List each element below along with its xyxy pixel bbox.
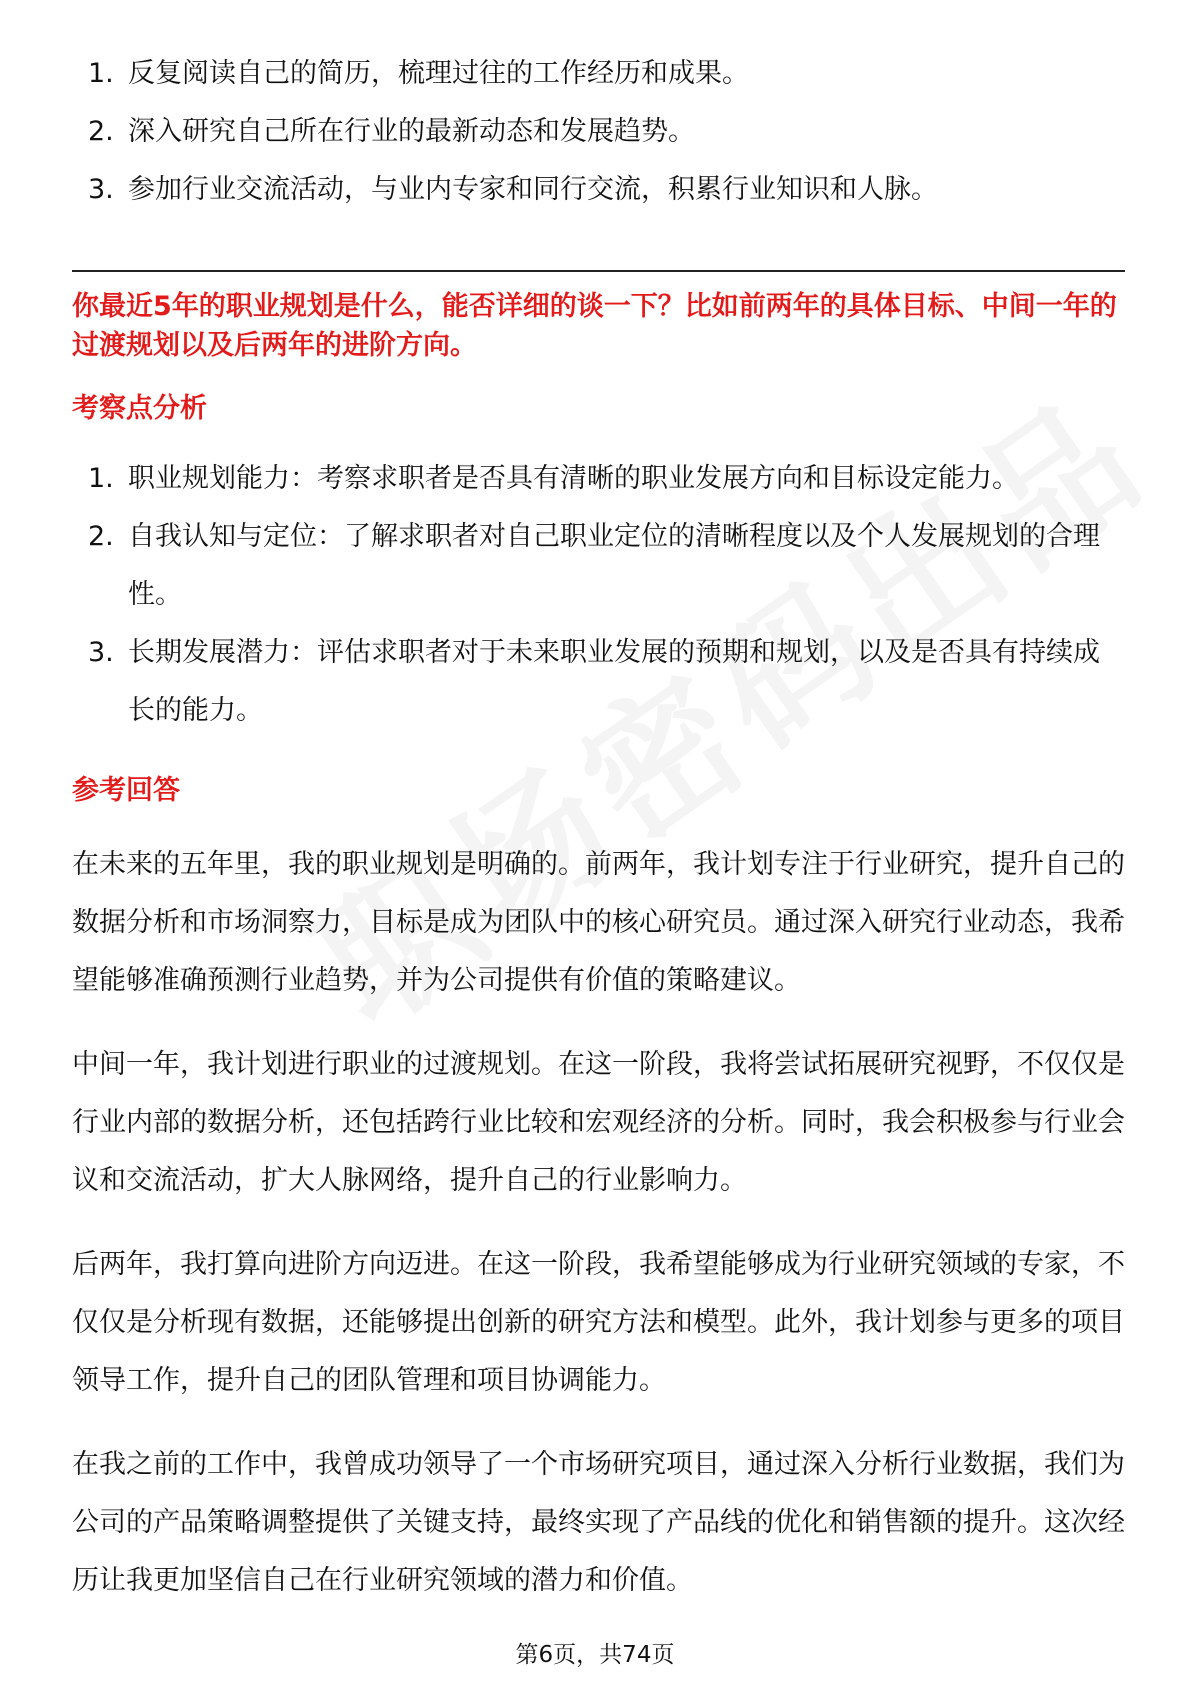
answer-paragraph: 中间一年，我计划进行职业的过渡规划。在这一阶段，我将尝试拓展研究视野，不仅仅是行业内部的数据分析，还包括跨行业比较和宏观经济的分析。同时，我会积极参与行业会议和交流活动，扩大人脉网络，提升自己的行业影响力。 <box>72 1049 1125 1196</box>
list-item-number: 1. <box>88 58 114 89</box>
answer-paragraph: 在我之前的工作中，我曾成功领导了一个市场研究项目，通过深入分析行业数据，我们为公司的产品策略调整提供了关键支持，最终实现了产品线的优化和销售额的提升。这次经历让我更加坚信自己在行业研究领域的潜力和价值。 <box>72 1449 1125 1596</box>
list-item-text: 反复阅读自己的简历，梳理过往的工作经历和成果。 <box>128 58 749 89</box>
list-item <box>80 161 1120 219</box>
list-item-text: 参加行业交流活动，与业内专家和同行交流，积累行业知识和人脉。 <box>128 174 938 205</box>
list-item-text: 自我认知与定位：了解求职者对自己职业定位的清晰程度以及个人发展规划的合理性。 <box>128 521 1100 610</box>
list-item-number: 2. <box>88 116 114 147</box>
list-item <box>80 624 1120 740</box>
list-item <box>80 103 1120 161</box>
answer-paragraph: 在未来的五年里，我的职业规划是明确的。前两年，我计划专注于行业研究，提升自己的数据分析和市场洞察力，目标是成为团队中的核心研究员。通过深入研究行业动态，我希望能够准确预测行业趋势，并为公司提供有价值的策略建议。 <box>72 849 1125 996</box>
list-item-number: 2. <box>88 521 114 552</box>
answer-paragraph: 后两年，我打算向进阶方向迈进。在这一阶段，我希望能够成为行业研究领域的专家，不仅仅是分析现有数据，还能够提出创新的研究方法和模型。此外，我计划参与更多的项目领导工作，提升自己的团队管理和项目协调能力。 <box>72 1249 1125 1396</box>
interview-question: 你最近5年的职业规划是什么，能否详细的谈一下？比如前两年的具体目标、中间一年的过渡规划以及后两年的进阶方向。 <box>72 291 1117 361</box>
page-footer: 第6页，共74页 <box>515 1642 675 1668</box>
list-item <box>80 508 1120 624</box>
list-item-number: 3. <box>88 174 114 205</box>
analysis-heading: 考察点分析 <box>72 393 207 424</box>
list-item-text: 深入研究自己所在行业的最新动态和发展趋势。 <box>128 116 695 147</box>
answer-heading: 参考回答 <box>72 775 180 806</box>
list-item-number: 3. <box>88 637 114 668</box>
list-item-text: 长期发展潜力：评估求职者对于未来职业发展的预期和规划，以及是否具有持续成长的能力。 <box>128 637 1100 726</box>
section-divider <box>72 270 1125 272</box>
list-item-text: 职业规划能力：考察求职者是否具有清晰的职业发展方向和目标设定能力。 <box>128 463 1019 494</box>
list-item <box>80 45 1120 103</box>
list-item-number: 1. <box>88 463 114 494</box>
list-item <box>80 450 1120 508</box>
prep-steps-list <box>80 45 1120 219</box>
analysis-list <box>80 450 1120 740</box>
